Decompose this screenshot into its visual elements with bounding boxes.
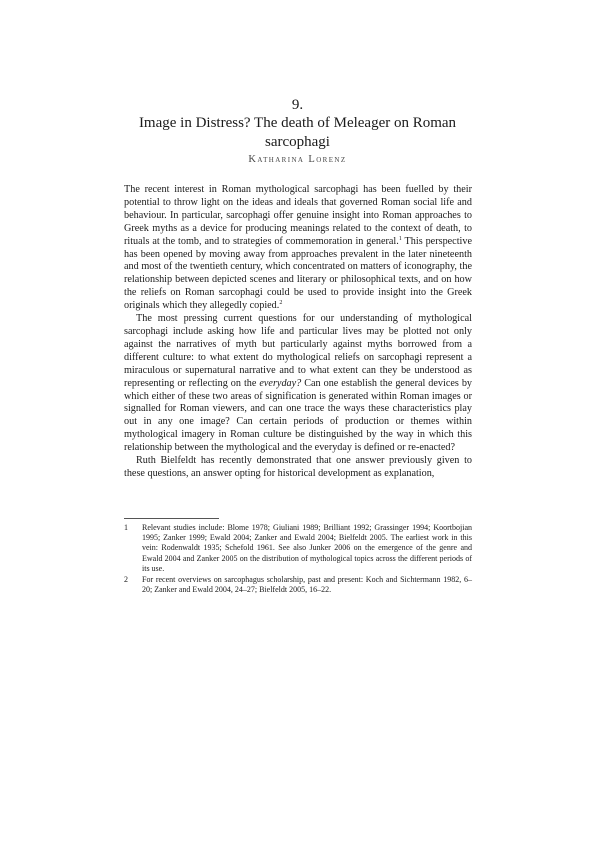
- paragraph-2: [124, 313, 472, 455]
- author-name: Katharina Lorenz: [248, 154, 347, 165]
- paragraph-1-text-a: The recent interest in Roman mythological sarcophagi has been fuelled by their potential to throw light on the ideas and ideals that governed Roman social life and behaviour. In particular, sarcophagi offer genuine insight into Roman approaches to Greek myths as a device for producing meanings related to the context of death, to rituals at the tomb, and to strategies of commemoration in general.: [124, 184, 472, 247]
- paragraph-2-emphasis: everyday?: [259, 377, 302, 389]
- footnote-divider: [124, 518, 219, 519]
- paragraph-3: Ruth Bielfeldt has recently demonstrated that one answer previously given to these questions, an answer opting for historical development as explanation,: [124, 455, 472, 479]
- chapter-title: Image in Distress? The death of Meleager on Roman sarcophagi: [138, 115, 457, 150]
- paragraph-2-text-a: The most pressing current questions for our understanding of mythological sarcophagi include asking how life and particular lives may be plotted not only against the narratives of myth but particularly against myths borrowed from a different culture: to what extent do mythological reliefs on sarcophagi represent a miraculous or supernatural narrative and to what extent can they be understood as representing or reflecting on the: [124, 313, 472, 389]
- paragraph-1-text-b: This perspective has been opened by moving away from approaches prevalent in the later nineteenth and most of the twentieth century, which concentrated on matters of iconography, the relationship between depicted scenes and literary or philosophical texts, and on how the reliefs on Roman sarcophagi could be used to provide insight into the Greek originals which they allegedly copied.: [124, 235, 472, 312]
- paragraph-1: [124, 184, 472, 313]
- footnote-ref-2: 2: [279, 300, 283, 307]
- footnote-number: 2: [124, 575, 128, 585]
- footnotes: [124, 523, 472, 596]
- footnote-number: 1: [124, 523, 128, 532]
- footnote-text: For recent overviews on sarcophagus scholarship, past and present: Koch and Sichtermann 1982, 6–20; Zanker and Ewald 2004, 24–27; Bielfeldt 2005, 16–22.: [142, 575, 472, 595]
- paragraph-2-text-b: Can one establish the general devices by which either of these two areas of signification is generated within Roman images or signalled for Roman viewers, and can one trace the ways these characteristics play out in any one image? Can certain periods of production or themes within mythological imagery in Roman culture be distinguished by the way in which this relationship between the mythological and the everyday is defined or re-enacted?: [124, 377, 473, 454]
- footnote-text: Relevant studies include: Blome 1978; Giuliani 1989; Brilliant 1992; Grassinger 1994; Koortbojian 1995; Zanker 1999; Ewald 2004; Zanker and Ewald 2004; Bielfeldt 2005. The earliest work in this vein: Rodenwaldt 1935; Schefold 1961. See also Junker 2006 on the emergence of the genre and Ewald 2004 and Zanker 2005 on the distribution of mythological topics across the different periods of its use.: [142, 523, 472, 573]
- footnote: [124, 523, 472, 574]
- footnote: [124, 575, 472, 595]
- body-text: [124, 184, 472, 481]
- chapter-number: 9.: [291, 97, 304, 113]
- footnote-ref-1: 1: [398, 235, 402, 242]
